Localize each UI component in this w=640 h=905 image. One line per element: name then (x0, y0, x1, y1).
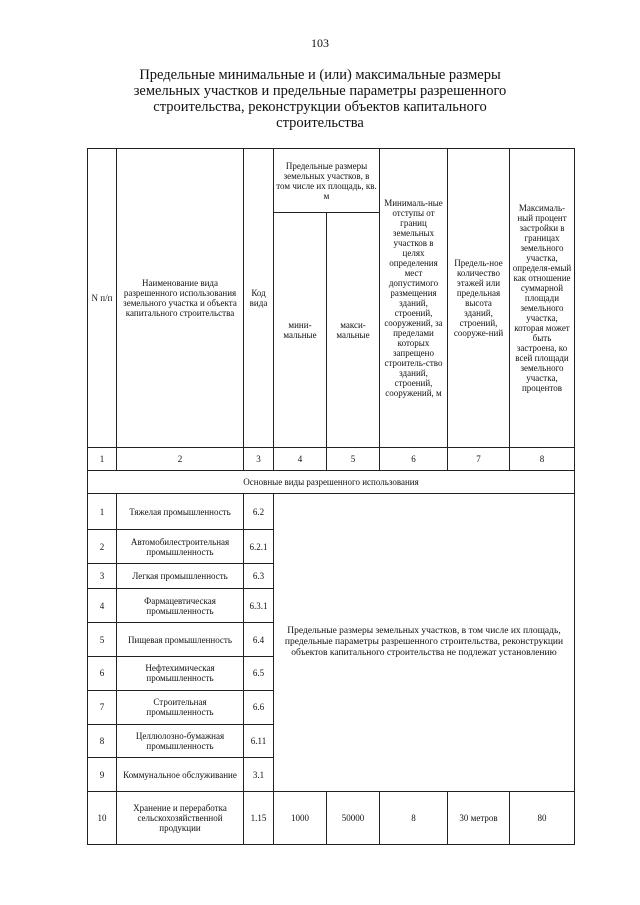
document-title: Предельные минимальные и (или) максимальные размеры земельных участков и предельные параметры разрешенного строительства, реконструкции объектов капитального строительства (133, 67, 507, 131)
row-name: Хранение и переработка сельскохозяйственной продукции (117, 792, 244, 845)
row-min-size: 1000 (274, 792, 327, 845)
header-min: мини-мальные (274, 213, 327, 447)
header-size-group: Предельные размеры земельных участков, в том числе их площадь, кв. м (274, 149, 380, 213)
row-number: 6 (88, 656, 117, 690)
row-number: 8 (88, 724, 117, 758)
column-number-5: 5 (327, 447, 380, 470)
row-number: 4 (88, 589, 117, 623)
column-number-1: 1 (88, 447, 117, 470)
header-name: Наименование вида разрешенного использования земельного участка и объекта капитального строительства (117, 149, 244, 448)
row-number: 1 (88, 494, 117, 530)
column-number-6: 6 (380, 447, 448, 470)
row-name: Коммунальное обслуживание (117, 758, 244, 792)
row-name: Автомобилестроительная промышленность (117, 530, 244, 564)
row-code: 6.5 (244, 656, 274, 690)
row-code: 6.3.1 (244, 589, 274, 623)
column-number-4: 4 (274, 447, 327, 470)
header-floors: Предель-ное количество этажей или предельная высота зданий, строений, сооруже-ний (448, 149, 510, 448)
header-max: макси-мальные (327, 213, 380, 447)
row-code: 6.2 (244, 494, 274, 530)
row-number: 9 (88, 758, 117, 792)
row-number: 5 (88, 623, 117, 657)
row-floors: 30 метров (448, 792, 510, 845)
row-code: 6.4 (244, 623, 274, 657)
row-name: Строительная промышленность (117, 690, 244, 724)
row-coverage: 80 (510, 792, 575, 845)
row-name: Целлюлозно-бумажная промышленность (117, 724, 244, 758)
row-number: 10 (88, 792, 117, 845)
row-code: 6.11 (244, 724, 274, 758)
row-code: 3.1 (244, 758, 274, 792)
header-setbacks: Минималь-ные отступы от границ земельных участков в целях определения мест допустимого размещения зданий, строений, сооружений, за пределами которых запрещено строитель-ство зданий, строений, сооружений, м (380, 149, 448, 448)
row-name: Фармацевтическая промышленность (117, 589, 244, 623)
row-max-size: 50000 (327, 792, 380, 845)
page-number: 103 (311, 36, 329, 50)
header-n: N п/п (88, 149, 117, 448)
row-name: Пищевая промышленность (117, 623, 244, 657)
header-coverage: Максималь-ный процент застройки в границах земельного участка, определя-емый как отношение суммарной площади земельного участка, которая может быть застроена, ко всей площади земельного участка, процентов (510, 149, 575, 448)
row-setbacks: 8 (380, 792, 448, 845)
row-name: Нефтехимическая промышленность (117, 656, 244, 690)
column-number-2: 2 (117, 447, 244, 470)
column-number-8: 8 (510, 447, 575, 470)
row-code: 6.6 (244, 690, 274, 724)
merged-note: Предельные размеры земельных участков, в том числе их площадь, предельные параметры разрешенного строительства, реконструкции объектов капитального строительства не подлежат установлению (274, 494, 575, 792)
row-number: 3 (88, 564, 117, 589)
row-number: 2 (88, 530, 117, 564)
row-code: 6.3 (244, 564, 274, 589)
row-code: 6.2.1 (244, 530, 274, 564)
header-code: Код вида (244, 149, 274, 448)
column-number-7: 7 (448, 447, 510, 470)
row-number: 7 (88, 690, 117, 724)
limits-table (87, 148, 575, 845)
section-title: Основные виды разрешенного использования (88, 471, 575, 494)
row-name: Легкая промышленность (117, 564, 244, 589)
row-name: Тяжелая промышленность (117, 494, 244, 530)
column-number-3: 3 (244, 447, 274, 470)
row-code: 1.15 (244, 792, 274, 845)
